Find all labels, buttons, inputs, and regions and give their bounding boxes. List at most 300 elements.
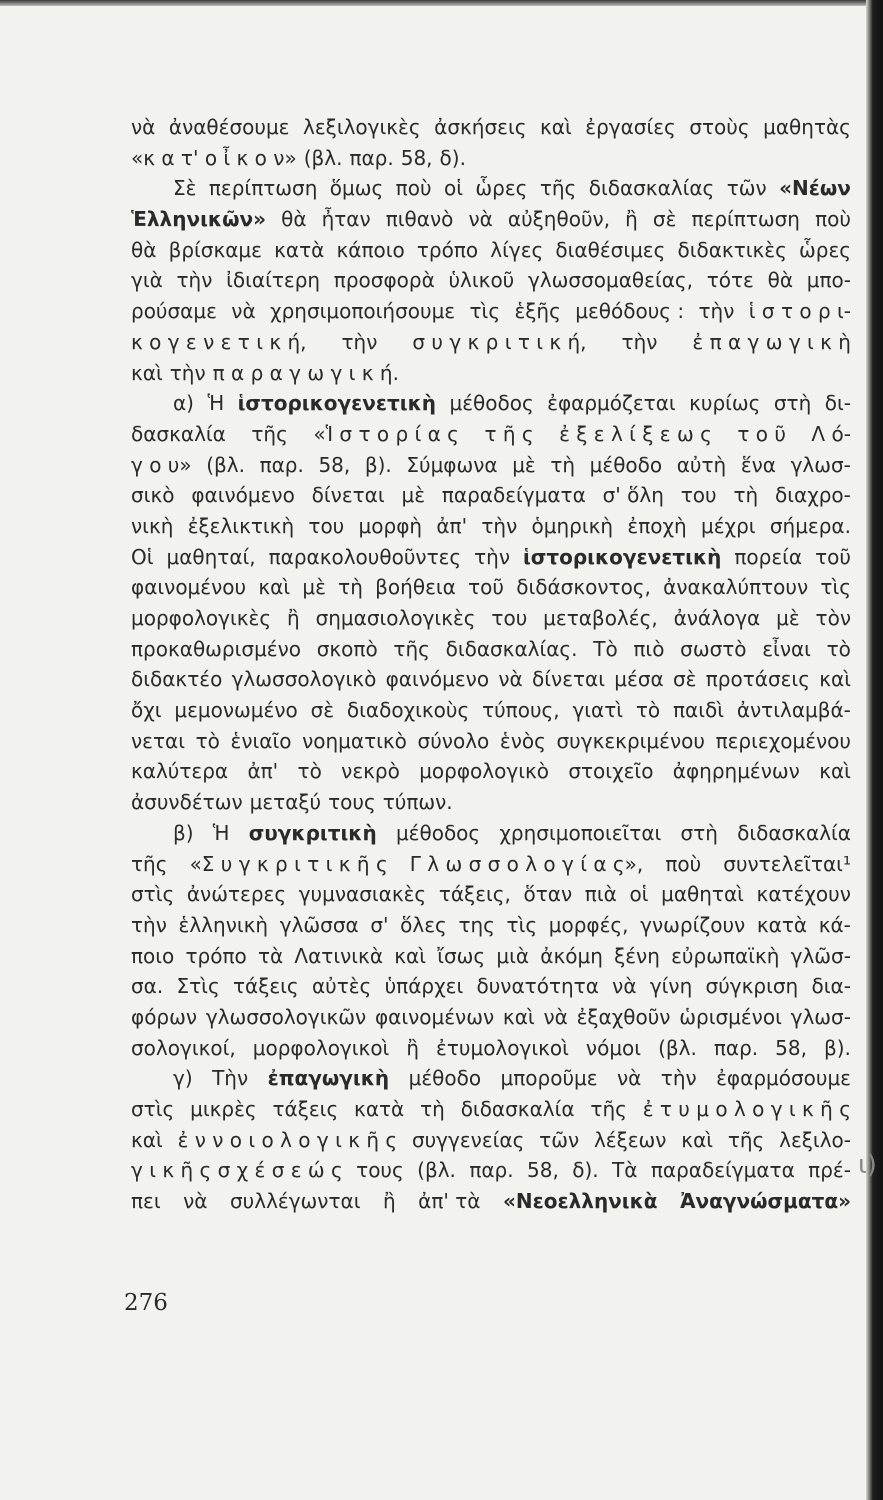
word: γλωσσολογικῶν: [205, 1004, 367, 1029]
word: ἰδιαίτερη: [226, 268, 321, 293]
word: πιὸ: [633, 636, 665, 661]
word: νὰ: [498, 667, 523, 692]
word: προκαθωρισμένο: [131, 636, 302, 661]
text-line: [131, 634, 851, 665]
word: τὴ: [550, 452, 576, 477]
word: Γ λ ω σ σ ο λ ο γ ί α ς»,: [409, 851, 644, 876]
word: ἀπ': [436, 513, 468, 538]
text-line: [131, 787, 851, 818]
word: διδακτικὲς: [677, 237, 787, 262]
word: μέθοδος: [395, 820, 481, 845]
word: «κ α τ' ο ἶ κ ο ν»: [131, 145, 297, 170]
word: του: [491, 606, 528, 630]
word: κυρίως: [689, 391, 761, 416]
word: περίπτωση: [208, 176, 318, 201]
word: διαχρο-: [775, 483, 851, 508]
word: παραδείγματα: [441, 483, 586, 508]
word: τῆς: [590, 1097, 627, 1121]
word: φόρων: [131, 1004, 198, 1029]
word: μορφολογικὲς: [131, 606, 272, 630]
text-line: [131, 879, 851, 910]
word: ἐφαρμόσουμε: [716, 1066, 851, 1091]
word: ἕνα: [740, 452, 776, 477]
word: μαθητὰς: [763, 115, 851, 139]
word: ἱ σ τ ο ρ ι-: [748, 299, 851, 324]
word: σωστὸ: [680, 636, 747, 661]
word: σύγκριση: [705, 974, 799, 999]
word: τάξεις,: [438, 882, 511, 907]
word: σικὸ: [131, 483, 175, 508]
word: σημασιολογικὲς: [315, 606, 476, 630]
text-line: [131, 1063, 851, 1094]
word: λίγες: [490, 237, 544, 262]
word: νὰ: [543, 1004, 568, 1029]
word: δια-: [811, 974, 851, 999]
word: κά-: [818, 912, 851, 937]
word: παρ.: [469, 1158, 514, 1183]
word: ἐφαρμόζεται: [547, 391, 676, 416]
word: γλῶσ-: [790, 943, 851, 968]
word: τρόπο: [185, 943, 247, 968]
word: ὧρες: [475, 176, 528, 201]
word: διδακτέο: [131, 667, 223, 692]
text-line: [131, 388, 851, 419]
word: στὴ: [773, 391, 812, 416]
word: γλωσ-: [790, 452, 851, 477]
word: μορφές,: [548, 912, 629, 937]
text-line: [131, 603, 851, 634]
word: τὸν: [815, 606, 851, 630]
word: ὁμηρικὴ: [531, 513, 614, 538]
word: καὶ: [540, 115, 572, 139]
word: ποὺ: [395, 176, 432, 201]
text-line: [131, 511, 851, 542]
text-line: [131, 358, 851, 389]
word: β).: [364, 452, 392, 477]
word: πορεία: [734, 544, 803, 569]
word: πιὰ: [584, 882, 617, 907]
word: γ ι κ ῆ ς σ χ έ σ ε ώ ς: [131, 1158, 343, 1183]
word: ἐ τ υ μ ο λ ο γ ι κ ῆ ς: [642, 1097, 851, 1121]
word: ἑνὸς: [499, 728, 546, 753]
word: Ἀναγνώσματα»: [680, 1189, 851, 1214]
text-line: [131, 1155, 851, 1186]
word: ὑπάρχει: [384, 974, 464, 999]
word: ἦταν: [321, 207, 371, 232]
word: γνωρίζουν: [640, 912, 746, 937]
word: φαινομένων: [374, 1004, 495, 1029]
word: τὴ: [338, 575, 363, 600]
word: παρ.: [713, 1035, 759, 1060]
word: τὴν: [660, 1066, 697, 1091]
text-line: [131, 818, 851, 849]
text-line: [131, 480, 851, 511]
word: γιὰ: [131, 268, 163, 293]
word: τὰ: [257, 943, 284, 968]
word: νὰ: [617, 1066, 642, 1091]
text-line: [131, 327, 851, 358]
word: αὐτὴ: [676, 452, 727, 477]
word: Σὲ: [173, 176, 197, 201]
word: μὲ: [512, 452, 536, 477]
word: συλλέγωνται: [229, 1189, 361, 1214]
word: ἱστορικογενετικὴ: [237, 391, 437, 416]
word: κατὰ: [354, 1097, 405, 1121]
word: σὲ: [310, 698, 335, 723]
word: ὧρες: [799, 237, 851, 262]
word: σὲ: [652, 207, 677, 232]
text-line: [131, 204, 851, 235]
word: λεξιλογικὲς: [303, 115, 421, 139]
word: ἐξελικτικὴ: [187, 513, 295, 538]
word: τὴν: [474, 544, 511, 569]
word: φαινομένου: [131, 575, 247, 600]
word: παιδὶ: [673, 698, 724, 723]
word: Τὴν: [212, 1066, 249, 1091]
word: ὅλες: [400, 912, 447, 937]
word: ἴσως: [437, 943, 486, 968]
text-line: [131, 971, 851, 1002]
word: καλύτερα: [131, 759, 229, 784]
word: (βλ.: [658, 1035, 697, 1060]
word: φαινόμενο: [385, 667, 490, 692]
word: (βλ.: [303, 145, 343, 170]
text-line: [131, 296, 851, 327]
word: μέθοδο: [408, 1066, 482, 1091]
text-line: [131, 664, 851, 695]
word: νὰ: [131, 115, 156, 139]
word: ἀσυνδέτων: [131, 790, 243, 815]
word: θὰ: [767, 268, 793, 293]
text-line: [131, 941, 851, 972]
word: ἑλληνικὴ: [178, 912, 269, 937]
word: στοιχεῖο: [568, 759, 654, 784]
word: νόμοι: [585, 1035, 642, 1060]
word: πρέ-: [808, 1158, 851, 1183]
word: κ ο γ ε ν ε τ ι κ ή,: [131, 329, 307, 354]
word: σὲ: [672, 667, 697, 692]
word: μεμονωμένο: [174, 698, 298, 723]
word: σα.: [131, 974, 164, 999]
word: δι-: [824, 391, 851, 416]
word: τῶν: [726, 176, 767, 201]
word: Λ ό-: [811, 421, 851, 446]
word: τὴν: [131, 912, 167, 937]
word: τῶν: [539, 1127, 580, 1152]
word: γ ο υ»: [131, 452, 192, 477]
word: ἀντιλαμβά-: [736, 698, 851, 723]
text-line: [131, 1002, 851, 1033]
word: τότε: [706, 268, 754, 293]
word: Τὸ: [593, 636, 618, 661]
word: χρησιμοποιήσουμε: [270, 299, 456, 324]
word: μὲ: [401, 483, 426, 508]
word: δυνατότητα: [476, 974, 599, 999]
word: ἢ: [382, 1189, 396, 1214]
word: τους: [328, 790, 376, 815]
word: ἐτυμολογικοὶ: [436, 1035, 569, 1060]
word: μὲ: [776, 606, 800, 630]
word: μέθοδο: [589, 452, 663, 477]
word: τῆς: [251, 421, 288, 446]
word: παραδείγματα: [650, 1158, 795, 1183]
text-line: [131, 235, 851, 266]
word: τὶς: [469, 299, 501, 324]
word: σύνολο: [417, 728, 490, 753]
word: τὶς: [820, 575, 851, 600]
word: ἀνακαλύπτουν: [663, 575, 809, 600]
word: νεκρὸ: [341, 759, 400, 784]
word: Λατινικὰ: [294, 943, 384, 968]
word: τους: [356, 1158, 404, 1183]
word: παρακολουθοῦντες: [268, 544, 462, 569]
word: τύπους,: [482, 698, 560, 723]
word: διδάσκοντος,: [516, 575, 651, 600]
word: ἀπ': [247, 759, 279, 784]
word: ἐπαγωγικὴ: [267, 1066, 390, 1091]
word: τὶς: [506, 912, 538, 937]
word: τὴν: [169, 360, 206, 385]
word: β): [173, 820, 194, 845]
word: συντελεῖται¹: [723, 851, 851, 876]
word: Στὶς: [176, 974, 220, 999]
word: περιεχομένου: [715, 728, 851, 753]
word: σ υ γ κ ρ ι τ ι κ ή,: [412, 329, 587, 354]
word: Τὰ: [612, 1158, 638, 1183]
word: Ἡ: [207, 391, 225, 416]
word: εὐρωπαϊκὴ: [671, 943, 780, 968]
word: γίνη: [649, 974, 693, 999]
word: ἐ ν ν ο ι ο λ ο γ ι κ ῆ ς: [177, 1127, 398, 1152]
word: δίνεται: [311, 483, 385, 508]
text-line: [131, 572, 851, 603]
word: εἶναι: [762, 636, 811, 661]
word: στὶς: [131, 882, 175, 907]
text-line: [131, 1125, 851, 1156]
word: δασκαλία: [131, 421, 226, 446]
word: τάξεις: [272, 1097, 339, 1121]
word: σ' ὅλη: [602, 483, 664, 508]
word: ποὺ: [815, 207, 851, 232]
word: Ἡ: [212, 820, 230, 845]
text-line: [131, 1094, 851, 1125]
word: γυμνασιακὲς: [298, 882, 427, 907]
word: ἢ: [406, 1035, 420, 1060]
word: γλωσσολογικὸ: [231, 667, 377, 692]
word: της: [458, 912, 495, 937]
word: τὴν: [698, 299, 735, 324]
word: στὶς: [131, 1097, 175, 1121]
word: 58,: [400, 145, 433, 170]
word: τῆς: [727, 1127, 765, 1152]
word: μέσα: [614, 667, 664, 692]
word: τοῦ: [815, 544, 851, 569]
word: ἑξῆς: [514, 299, 561, 324]
word: σολογικοί,: [131, 1035, 236, 1060]
word: γλωσσομαθείας,: [527, 268, 693, 293]
word: δ).: [439, 145, 466, 170]
word: ἀκόμη: [540, 943, 603, 968]
text-line: [131, 450, 851, 481]
word: ἐ π α γ ω γ ι κ ὴ: [692, 329, 851, 354]
word: μποροῦμε: [500, 1066, 598, 1091]
word: ρούσαμε: [131, 299, 217, 324]
word: ὑλικοῦ: [448, 268, 515, 293]
word: συγκεκριμένου: [556, 728, 705, 753]
word: φαινόμενο: [191, 483, 295, 508]
word: νὰ: [183, 1189, 208, 1214]
word: μικρὲς: [190, 1097, 257, 1121]
word: περίπτωση: [691, 207, 800, 232]
word: του: [680, 483, 717, 508]
word: ὡρισμένοι: [679, 1004, 782, 1029]
word: κάποιο: [336, 237, 405, 262]
word: νοηματικὸ: [302, 728, 407, 753]
word: μαθηταί,: [166, 544, 256, 569]
word: ξένη: [614, 943, 660, 968]
scan-right-edge: [866, 0, 883, 1500]
word: κατέχουν: [756, 882, 851, 907]
word: καὶ: [502, 1004, 535, 1029]
word: τύπων.: [382, 790, 453, 815]
word: ἢ: [625, 207, 638, 232]
word: νὰ: [468, 207, 493, 232]
word: τῆς: [393, 636, 430, 661]
word: τοῦ: [468, 575, 504, 600]
word: καὶ: [819, 667, 851, 692]
word: διαδοχικοὺς: [346, 698, 470, 723]
word: δ).: [572, 1158, 599, 1183]
word: ἑνιαῖο: [230, 728, 292, 753]
word: τὸ: [826, 636, 851, 661]
word: μορφὴ: [358, 513, 423, 538]
word: «Ἱ σ τ ο ρ ί α ς: [313, 421, 459, 446]
word: 58,: [318, 452, 351, 477]
word: διαθέσιμες: [555, 237, 666, 262]
text-line: [131, 143, 851, 174]
word: γλῶσσα: [279, 912, 359, 937]
word: μεταβολές,: [543, 606, 658, 630]
word: νὰ: [612, 974, 637, 999]
word: ποιο: [131, 943, 175, 968]
word: συγκριτικὴ: [248, 820, 377, 845]
text-line: [131, 173, 851, 204]
word: διδασκαλίας.: [445, 636, 578, 661]
word: οἱ: [629, 882, 649, 907]
word: ἀσκήσεις: [434, 115, 527, 139]
word: νεται: [131, 728, 185, 753]
word: ἐργασίες: [585, 115, 676, 139]
word: ἀναθέσουμε: [168, 115, 290, 139]
word: βρίσκαμε: [168, 237, 262, 262]
word: τὴν: [341, 329, 378, 354]
word: τρόπο: [416, 237, 479, 262]
word: ἀπ' τὰ: [418, 1189, 481, 1214]
word: προτάσεις: [705, 667, 810, 692]
text-line: [131, 542, 851, 573]
text-line: [131, 756, 851, 787]
word: ὅμως: [329, 176, 384, 201]
text-line: [131, 265, 851, 296]
word: αὐτὲς: [311, 974, 372, 999]
word: σήμερα.: [769, 513, 851, 538]
word: σκοπὸ: [316, 636, 378, 661]
word: μαθηταὶ: [661, 882, 744, 907]
word: (βλ.: [206, 452, 245, 477]
word: μὲ: [302, 575, 326, 600]
word: τὴν: [176, 268, 213, 293]
margin-mark: ι): [858, 1150, 877, 1180]
text-line: [131, 1033, 851, 1064]
word: 58,: [775, 1035, 807, 1060]
word: ὄχι: [131, 698, 162, 723]
text-line: [131, 695, 851, 726]
scan-top-edge: [0, 0, 883, 6]
word: παρ.: [259, 452, 304, 477]
word: «Σ υ γ κ ρ ι τ ι κ ῆ ς: [189, 851, 388, 876]
word: «Νεοελληνικὰ: [502, 1189, 658, 1214]
word: μορφολογικοὶ: [252, 1035, 390, 1060]
word: ποὺ: [665, 851, 702, 876]
word: καὶ: [131, 360, 163, 385]
word: Ἑλληνικῶν»: [131, 207, 266, 232]
word: λέξεων: [593, 1127, 667, 1152]
word: τὴν: [621, 329, 658, 354]
text-line: [131, 419, 851, 450]
word: τὴ: [733, 483, 759, 508]
word: χρησιμοποιεῖται: [499, 820, 662, 845]
word: τ ῆ ς: [484, 421, 534, 446]
word: α): [173, 391, 194, 416]
word: καὶ: [394, 943, 426, 968]
text-line: [131, 726, 851, 757]
word: μέθοδος: [449, 391, 534, 416]
word: διδασκαλία: [460, 1097, 575, 1121]
word: γ): [173, 1066, 193, 1091]
word: πιθανὸ: [385, 207, 454, 232]
word: νὰ: [231, 299, 256, 324]
word: τῆς: [539, 176, 577, 201]
word: ἢ: [287, 606, 300, 630]
word: στὴ: [680, 820, 718, 845]
word: μέχρι: [701, 513, 756, 538]
word: αὐξηθοῦν,: [507, 207, 611, 232]
word: β).: [823, 1035, 851, 1060]
word: καὶ: [258, 575, 291, 600]
word: γιατὶ: [572, 698, 624, 723]
word: γλωσ-: [790, 1004, 851, 1029]
word: τὸ: [297, 759, 322, 784]
word: ὅταν: [523, 882, 573, 907]
word: δίνεται: [532, 667, 605, 692]
word: στοὺς: [689, 115, 750, 139]
word: (βλ.: [417, 1158, 456, 1183]
word: προσφορὰ: [333, 268, 435, 293]
word: του: [308, 513, 345, 538]
text-line: [131, 112, 851, 143]
word: παρ.: [349, 145, 394, 170]
word: ἀνάλογα: [673, 606, 761, 630]
word: τῆς: [131, 851, 168, 876]
word: θὰ: [281, 207, 307, 232]
word: ἀνώτερες: [186, 882, 287, 907]
word: διδασκαλίας: [588, 176, 715, 201]
word: καὶ: [681, 1127, 714, 1152]
word: πει: [131, 1189, 161, 1214]
word: καὶ: [819, 759, 851, 784]
word: τὸ: [195, 728, 220, 753]
word: τ ο ῦ: [737, 421, 786, 446]
